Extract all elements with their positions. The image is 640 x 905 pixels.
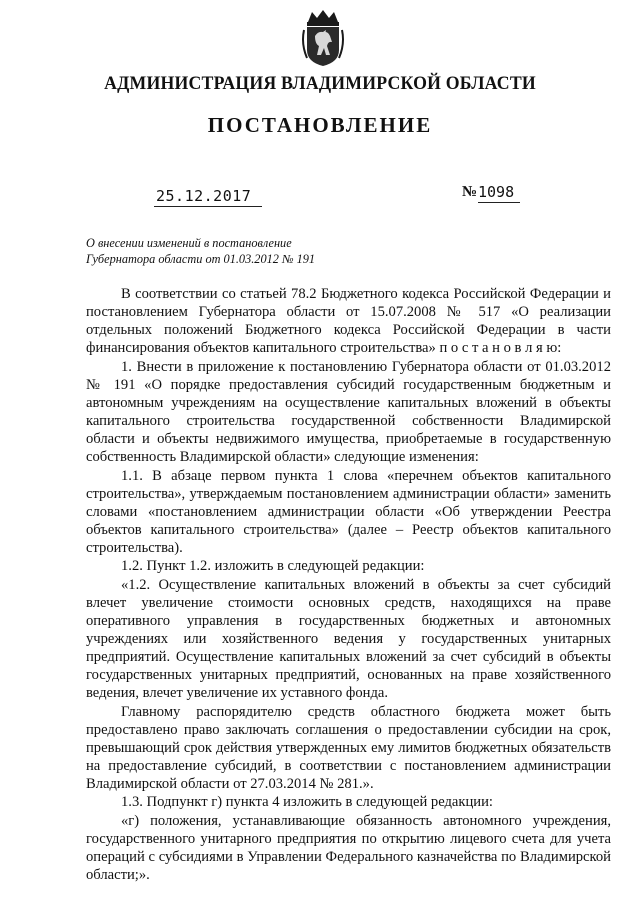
paragraph-item-1-3: 1.3. Подпункт г) пункта 4 изложить в следующей редакции: [121, 794, 493, 811]
document-subject [86, 236, 386, 267]
paragraph-preamble: В соответствии со статьей 78.2 Бюджетного кодекса Российской Федерации и постановлением Губернатора области от 15.07.2008 № 517 «О реализации отдельных положений Бюджетного кодекса Российской Федерации в части финансирования объектов капитального строительства» п о с т а н о в л я ю: [86, 286, 611, 357]
document-type-title: ПОСТАНОВЛЕНИЕ [207, 113, 433, 137]
paragraph-item-1: 1. Внести в приложение к постановлению Губернатора области от 01.03.2012 № 191 «О порядке предоставления субсидий государственным бюджетным и автономным учреждениям на осуществление капитальных вложений в объекты капитального строительства государственной собственности Владимирской области и объекты недвижимого имущества, приобретаемые в государственную собственность Владимирской области» следующие изменения: [86, 358, 611, 466]
paragraph-item-1-3-text: «г) положения, устанавливающие обязанность автономного учреждения, государственного унитарного предприятия по открытию лицевого счета для учета операций с субсидиями в Управлении Федерального казначейства по Владимирской области;». [86, 812, 611, 883]
paragraph-item-1-1: 1.1. В абзаце первом пункта 1 слова «перечнем объектов капитального строительства», утверждаемым постановлением администрации области» заменить словами «постановлением администрации области «Об утверждении Реестра объектов капитального строительства» (далее – Реестр объектов капитального строительства). [86, 467, 611, 557]
coat-of-arms-icon [300, 8, 346, 68]
subject-line-2: Губернатора области от 01.03.2012 № 191 [86, 251, 316, 266]
organization-title: АДМИНИСТРАЦИЯ ВЛАДИМИРСКОЙ ОБЛАСТИ [104, 74, 536, 94]
paragraph-item-1-2-text: «1.2. Осуществление капитальных вложений в объекты за счет субсидий влечет увеличение стоимости основных средств, находящихся на праве оперативного управления в государственных бюджетных и автономных учреждениях или хозяйственного ведения у государственных унитарных предприятий. Осуществление капитальных вложений за счет субсидий в объекты государственных унитарных предприятий, основанных на праве хозяйственного ведения, влечет увеличение их уставного фонда. [86, 576, 611, 702]
document-number: 1098 [478, 183, 520, 203]
subject-line-1: О внесении изменений в постановление [86, 236, 292, 250]
paragraph-item-1-2: 1.2. Пункт 1.2. изложить в следующей редакции: [121, 558, 425, 575]
document-body [86, 285, 611, 884]
document-date: 25.12.2017 [154, 187, 262, 207]
document-number-label: № [462, 184, 478, 200]
paragraph-item-1-2-text-2: Главному распорядителю средств областного бюджета может быть предоставлено право заключать соглашения о предоставлении субсидии на срок, превышающий срок действия утвержденных ему лимитов бюджетных обязательств на предоставление субсидий, в соответствии с постановлением администрации Владимирской области от 27.03.2014 № 281.». [86, 703, 611, 793]
